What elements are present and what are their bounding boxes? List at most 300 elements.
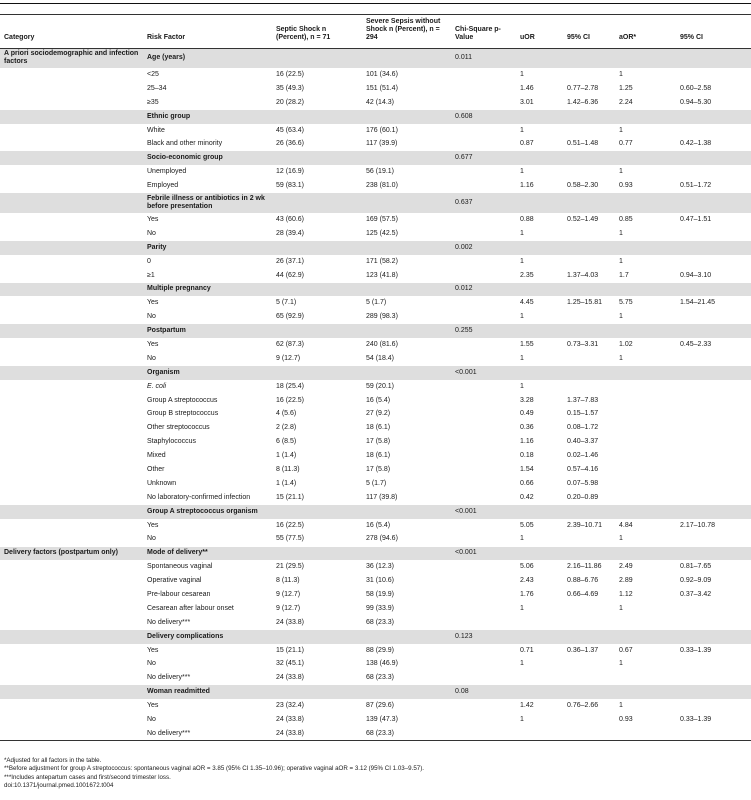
cell-septic-shock (272, 630, 362, 644)
cell-ci-aor (676, 110, 751, 124)
cell-septic-shock: 16 (22.5) (276, 521, 305, 529)
cell-ci-aor (676, 463, 751, 477)
table-row (0, 533, 751, 547)
header-chi-square: Chi-Square p-Value (455, 26, 501, 42)
cell-uor: 4.45 (520, 299, 534, 307)
cell-uor: 1 (520, 382, 524, 390)
cell-aor (615, 421, 676, 435)
cell-septic-shock: 9 (12.7) (276, 604, 301, 612)
cell-ci-uor: 0.73–3.31 (567, 340, 599, 348)
table-row (0, 672, 751, 686)
cell-septic-shock: 24 (33.8) (276, 716, 305, 724)
cell-category (0, 151, 143, 165)
cell-aor (615, 283, 676, 297)
cell-category (0, 324, 143, 338)
group-header-row (0, 547, 751, 561)
cell-aor: 1.7 (619, 271, 629, 279)
cell-ci-aor (676, 449, 751, 463)
cell-p-value (451, 588, 516, 602)
cell-uor: 1.16 (520, 182, 534, 190)
table-row (0, 352, 751, 366)
cell-uor (516, 505, 563, 519)
group-header-row (0, 630, 751, 644)
cell-category (0, 193, 143, 213)
cell-uor (516, 616, 563, 630)
header-ci-uor: 95% CI (567, 34, 590, 42)
cell-septic-shock: 12 (16.9) (276, 168, 305, 176)
cell-severe-sepsis (362, 366, 451, 380)
cell-uor (516, 630, 563, 644)
cell-septic-shock: 15 (21.1) (276, 493, 305, 501)
cell-ci-uor (563, 324, 615, 338)
table-row (0, 463, 751, 477)
cell-category (0, 213, 143, 227)
cell-ci-aor (676, 658, 751, 672)
cell-aor (615, 435, 676, 449)
cell-uor: 1.54 (520, 466, 534, 473)
cell-ci-uor (563, 630, 615, 644)
cell-uor: 0.49 (520, 410, 534, 418)
cell-aor (615, 547, 676, 561)
header-aor: aOR* (619, 34, 637, 42)
cell-septic-shock (272, 193, 362, 213)
cell-aor (615, 672, 676, 686)
cell-aor: 1.12 (619, 591, 633, 599)
group-header-row (0, 685, 751, 699)
cell-risk-factor: Group A streptococcus (147, 396, 218, 404)
cell-ci-uor (563, 68, 615, 82)
cell-risk-factor: No delivery*** (147, 729, 191, 737)
cell-septic-shock: 16 (22.5) (276, 396, 305, 404)
cell-ci-uor (563, 310, 615, 324)
cell-uor: 1 (520, 257, 524, 265)
cell-p-value (451, 82, 516, 96)
cell-severe-sepsis (362, 630, 451, 644)
cell-uor: 0.18 (520, 452, 534, 460)
cell-ci-uor: 0.76–2.66 (567, 702, 599, 710)
cell-category (0, 727, 143, 741)
cell-category (0, 124, 143, 138)
cell-aor: 1 (619, 70, 623, 78)
table-row (0, 616, 751, 630)
cell-ci-uor: 0.08–1.72 (567, 424, 599, 432)
cell-septic-shock: 15 (21.1) (276, 646, 305, 654)
cell-aor: 4.84 (619, 521, 633, 529)
cell-septic-shock: 9 (12.7) (276, 354, 301, 362)
cell-septic-shock: 26 (37.1) (276, 257, 305, 265)
cell-ci-aor (676, 672, 751, 686)
cell-severe-sepsis: 87 (29.6) (366, 702, 395, 710)
cell-category (0, 574, 143, 588)
cell-category (0, 165, 143, 179)
cell-severe-sepsis: 68 (23.3) (366, 618, 395, 626)
cell-ci-uor (563, 366, 615, 380)
header-ci-aor: 95% CI (680, 34, 703, 42)
cell-p-value (451, 519, 516, 533)
cell-ci-uor: 1.37–4.03 (567, 271, 599, 279)
cell-severe-sepsis: 18 (6.1) (366, 452, 391, 460)
cell-severe-sepsis (362, 241, 451, 255)
table-row (0, 491, 751, 505)
cell-p-value (451, 352, 516, 366)
cell-uor: 1 (520, 126, 524, 134)
cell-p-value (451, 296, 516, 310)
table-row (0, 82, 751, 96)
cell-uor (516, 672, 563, 686)
cell-ci-aor (676, 241, 751, 255)
cell-ci-aor (676, 602, 751, 616)
table-row (0, 255, 751, 269)
cell-ci-aor (676, 48, 751, 68)
cell-severe-sepsis: 17 (5.8) (366, 466, 391, 473)
cell-ci-aor (676, 699, 751, 713)
cell-aor (615, 685, 676, 699)
cell-severe-sepsis: 151 (51.4) (366, 84, 398, 92)
cell-ci-aor (676, 408, 751, 422)
cell-ci-uor: 0.02–1.46 (567, 452, 599, 460)
cell-p-value (451, 165, 516, 179)
table-row (0, 380, 751, 394)
cell-uor: 0.87 (520, 140, 534, 148)
cell-ci-uor: 0.77–2.78 (567, 84, 599, 92)
table-row (0, 338, 751, 352)
cell-severe-sepsis: 16 (5.4) (366, 396, 391, 404)
cell-severe-sepsis: 16 (5.4) (366, 521, 391, 529)
cell-risk-factor: Yes (147, 299, 159, 307)
cell-septic-shock (272, 505, 362, 519)
cell-p-value (451, 602, 516, 616)
cell-septic-shock: 65 (92.9) (276, 313, 305, 321)
cell-p-value (451, 179, 516, 193)
header-uor: uOR (520, 34, 535, 42)
cell-uor (516, 110, 563, 124)
table-row (0, 713, 751, 727)
cell-aor (615, 193, 676, 213)
cell-septic-shock: 26 (36.6) (276, 140, 305, 148)
cell-ci-uor: 2.16–11.86 (567, 563, 602, 571)
cell-aor: 2.49 (619, 563, 633, 571)
cell-ci-aor: 0.47–1.51 (680, 215, 712, 223)
cell-risk-factor: No (147, 660, 156, 668)
cell-risk-factor: Other streptococcus (147, 424, 210, 432)
cell-risk-factor: Unemployed (147, 168, 187, 176)
cell-uor (516, 366, 563, 380)
cell-ci-aor: 0.37–3.42 (680, 591, 712, 599)
cell-ci-uor: 1.42–6.36 (567, 98, 599, 106)
cell-aor (615, 241, 676, 255)
cell-ci-aor (676, 421, 751, 435)
cell-septic-shock: 24 (33.8) (276, 729, 305, 737)
cell-category (0, 602, 143, 616)
cell-ci-aor (676, 227, 751, 241)
table-row (0, 227, 751, 241)
cell-risk-factor: Febrile illness or antibiotics in 2 wk before presentation (143, 193, 272, 213)
group-header-row (0, 151, 751, 165)
cell-risk-factor: <25 (147, 70, 159, 78)
cell-category (0, 269, 143, 283)
cell-severe-sepsis (362, 283, 451, 297)
cell-septic-shock: 45 (63.4) (276, 126, 305, 134)
cell-septic-shock: 20 (28.2) (276, 98, 305, 106)
cell-p-value: 0.255 (451, 324, 516, 338)
risk-factor-table (0, 16, 751, 741)
cell-ci-aor (676, 491, 751, 505)
cell-risk-factor: Black and other minority (147, 140, 223, 148)
cell-risk-factor: 0 (147, 257, 151, 265)
cell-septic-shock: 1 (1.4) (276, 452, 297, 460)
doi-label: doi:10.1371/journal.pmed.1001672.t004 (4, 782, 114, 790)
cell-category (0, 179, 143, 193)
header-septic-shock: Septic Shock n (Percent), n = 71 (276, 26, 331, 42)
table-row (0, 96, 751, 110)
cell-aor (615, 380, 676, 394)
cell-risk-factor: Cesarean after labour onset (147, 604, 234, 612)
cell-uor: 0.42 (520, 493, 534, 501)
cell-severe-sepsis: 289 (98.3) (366, 313, 398, 321)
cell-aor: 1 (619, 313, 623, 321)
cell-uor: 1.16 (520, 438, 534, 446)
table-row (0, 421, 751, 435)
footnotes (4, 757, 424, 791)
cell-septic-shock: 1 (1.4) (276, 479, 297, 487)
header-row (0, 16, 751, 48)
cell-p-value (451, 658, 516, 672)
cell-ci-aor (676, 151, 751, 165)
cell-category (0, 672, 143, 686)
cell-aor (615, 110, 676, 124)
cell-risk-factor: Group A streptococcus organism (143, 505, 272, 519)
cell-risk-factor: Spontaneous vaginal (147, 563, 213, 571)
cell-ci-aor (676, 124, 751, 138)
cell-risk-factor: Other (147, 466, 165, 473)
cell-category (0, 241, 143, 255)
cell-uor (516, 151, 563, 165)
cell-p-value: <0.001 (451, 505, 516, 519)
cell-severe-sepsis: 68 (23.3) (366, 674, 395, 682)
cell-uor: 5.06 (520, 563, 534, 571)
cell-severe-sepsis: 138 (46.9) (366, 660, 398, 668)
cell-aor: 1 (619, 229, 623, 237)
cell-p-value (451, 408, 516, 422)
cell-severe-sepsis: 238 (81.0) (366, 182, 398, 190)
cell-risk-factor: Parity (143, 241, 272, 255)
cell-ci-uor (563, 110, 615, 124)
cell-category (0, 630, 143, 644)
cell-p-value: 0.637 (451, 193, 516, 213)
cell-risk-factor: Postpartum (143, 324, 272, 338)
cell-septic-shock (272, 283, 362, 297)
group-header-row (0, 110, 751, 124)
cell-septic-shock: 55 (77.5) (276, 535, 305, 543)
group-header-row (0, 48, 751, 68)
cell-category (0, 255, 143, 269)
table-row (0, 644, 751, 658)
group-header-row (0, 241, 751, 255)
cell-septic-shock (272, 685, 362, 699)
cell-ci-aor (676, 727, 751, 741)
cell-aor: 1 (619, 702, 623, 710)
cell-risk-factor: Socio-economic group (143, 151, 272, 165)
cell-risk-factor: Multiple pregnancy (143, 283, 272, 297)
cell-risk-factor: ≥1 (147, 271, 155, 279)
cell-uor: 1.46 (520, 84, 534, 92)
cell-septic-shock: 44 (62.9) (276, 271, 305, 279)
cell-ci-uor (563, 241, 615, 255)
cell-risk-factor: Mode of delivery** (143, 547, 272, 561)
cell-septic-shock: 24 (33.8) (276, 674, 305, 682)
cell-p-value (451, 477, 516, 491)
table-row (0, 574, 751, 588)
cell-septic-shock: 59 (83.1) (276, 182, 305, 190)
table-row (0, 394, 751, 408)
table-row (0, 560, 751, 574)
cell-risk-factor: No (147, 229, 156, 237)
table-row (0, 138, 751, 152)
cell-aor (615, 727, 676, 741)
top-rule (0, 3, 751, 4)
cell-severe-sepsis: 58 (19.9) (366, 591, 395, 599)
cell-risk-factor: White (147, 126, 165, 134)
cell-ci-aor (676, 193, 751, 213)
cell-septic-shock: 24 (33.8) (276, 618, 305, 626)
cell-severe-sepsis: 27 (9.2) (366, 410, 391, 418)
cell-septic-shock: 2 (2.8) (276, 424, 297, 432)
cell-aor (615, 630, 676, 644)
table-row (0, 269, 751, 283)
table-row (0, 727, 751, 741)
cell-risk-factor: Yes (147, 702, 159, 710)
cell-p-value (451, 96, 516, 110)
cell-septic-shock (272, 547, 362, 561)
cell-ci-uor (563, 255, 615, 269)
cell-ci-uor (563, 124, 615, 138)
header-severe-sepsis: Severe Sepsis without Shock n (Percent), n = 294 (366, 18, 441, 42)
cell-septic-shock: 32 (45.1) (276, 660, 305, 668)
cell-severe-sepsis: 59 (20.1) (366, 382, 395, 390)
cell-severe-sepsis (362, 324, 451, 338)
cell-ci-uor: 0.07–5.98 (567, 479, 599, 487)
cell-category (0, 394, 143, 408)
group-header-row (0, 505, 751, 519)
cell-p-value: <0.001 (451, 547, 516, 561)
cell-ci-aor: 2.17–10.78 (680, 521, 716, 529)
cell-category (0, 296, 143, 310)
cell-p-value: <0.001 (451, 366, 516, 380)
cell-ci-uor (563, 505, 615, 519)
cell-severe-sepsis (362, 505, 451, 519)
cell-p-value (451, 574, 516, 588)
cell-severe-sepsis: 240 (81.6) (366, 340, 398, 348)
cell-p-value (451, 213, 516, 227)
cell-septic-shock: 62 (87.3) (276, 340, 305, 348)
cell-category (0, 505, 143, 519)
cell-risk-factor: Age (years) (143, 48, 272, 68)
cell-severe-sepsis: 31 (10.6) (366, 577, 395, 585)
cell-category (0, 449, 143, 463)
cell-septic-shock: 28 (39.4) (276, 229, 305, 237)
cell-aor (615, 477, 676, 491)
table-row (0, 588, 751, 602)
cell-uor (516, 283, 563, 297)
cell-aor (615, 491, 676, 505)
cell-uor (516, 685, 563, 699)
cell-category (0, 283, 143, 297)
cell-severe-sepsis (362, 110, 451, 124)
cell-uor: 0.66 (520, 479, 534, 487)
cell-ci-aor: 0.33–1.39 (680, 646, 712, 654)
cell-category (0, 616, 143, 630)
cell-risk-factor: Yes (147, 646, 159, 654)
cell-uor: 2.43 (520, 577, 534, 585)
cell-septic-shock: 4 (5.6) (276, 410, 297, 418)
cell-category: Delivery factors (postpartum only) (0, 547, 143, 561)
table-row (0, 658, 751, 672)
cell-aor: 0.93 (619, 716, 633, 724)
table-row (0, 477, 751, 491)
cell-severe-sepsis (362, 193, 451, 213)
cell-ci-aor: 1.54–21.45 (680, 299, 716, 307)
cell-ci-aor: 0.81–7.65 (680, 563, 712, 571)
cell-uor: 2.35 (520, 271, 534, 279)
cell-ci-aor: 0.94–5.30 (680, 98, 712, 106)
cell-ci-uor (563, 658, 615, 672)
table-row (0, 699, 751, 713)
cell-risk-factor: No laboratory-confirmed infection (147, 493, 251, 501)
cell-p-value (451, 394, 516, 408)
cell-ci-uor: 0.51–1.48 (567, 140, 599, 148)
table-row (0, 296, 751, 310)
cell-risk-factor: Group B streptococcus (147, 410, 219, 418)
cell-uor: 0.36 (520, 424, 534, 432)
cell-ci-uor: 0.66–4.69 (567, 591, 599, 599)
cell-ci-uor (563, 48, 615, 68)
cell-aor: 0.77 (619, 140, 633, 148)
cell-ci-uor: 0.88–6.76 (567, 577, 599, 585)
cell-category (0, 463, 143, 477)
cell-p-value: 0.608 (451, 110, 516, 124)
cell-p-value (451, 491, 516, 505)
cell-p-value (451, 463, 516, 477)
cell-p-value (451, 727, 516, 741)
cell-ci-aor: 0.45–2.33 (680, 340, 712, 348)
cell-aor: 1 (619, 354, 623, 362)
group-header-row (0, 283, 751, 297)
cell-p-value (451, 533, 516, 547)
cell-uor: 0.71 (520, 646, 534, 654)
cell-aor: 1 (619, 604, 623, 612)
cell-ci-uor: 0.57–4.16 (567, 466, 599, 473)
cell-severe-sepsis: 101 (34.6) (366, 70, 398, 78)
cell-p-value (451, 310, 516, 324)
cell-p-value: 0.677 (451, 151, 516, 165)
cell-severe-sepsis: 88 (29.9) (366, 646, 395, 654)
cell-septic-shock (272, 48, 362, 68)
table-row (0, 165, 751, 179)
cell-ci-aor (676, 68, 751, 82)
cell-ci-uor (563, 616, 615, 630)
cell-risk-factor: No delivery*** (147, 618, 191, 626)
cell-uor (516, 324, 563, 338)
cell-uor (516, 193, 563, 213)
cell-ci-aor: 0.60–2.58 (680, 84, 712, 92)
cell-category (0, 138, 143, 152)
cell-risk-factor: Organism (143, 366, 272, 380)
cell-aor: 1 (619, 257, 623, 265)
cell-p-value (451, 616, 516, 630)
cell-septic-shock: 21 (29.5) (276, 563, 305, 571)
cell-aor (615, 324, 676, 338)
cell-p-value (451, 255, 516, 269)
